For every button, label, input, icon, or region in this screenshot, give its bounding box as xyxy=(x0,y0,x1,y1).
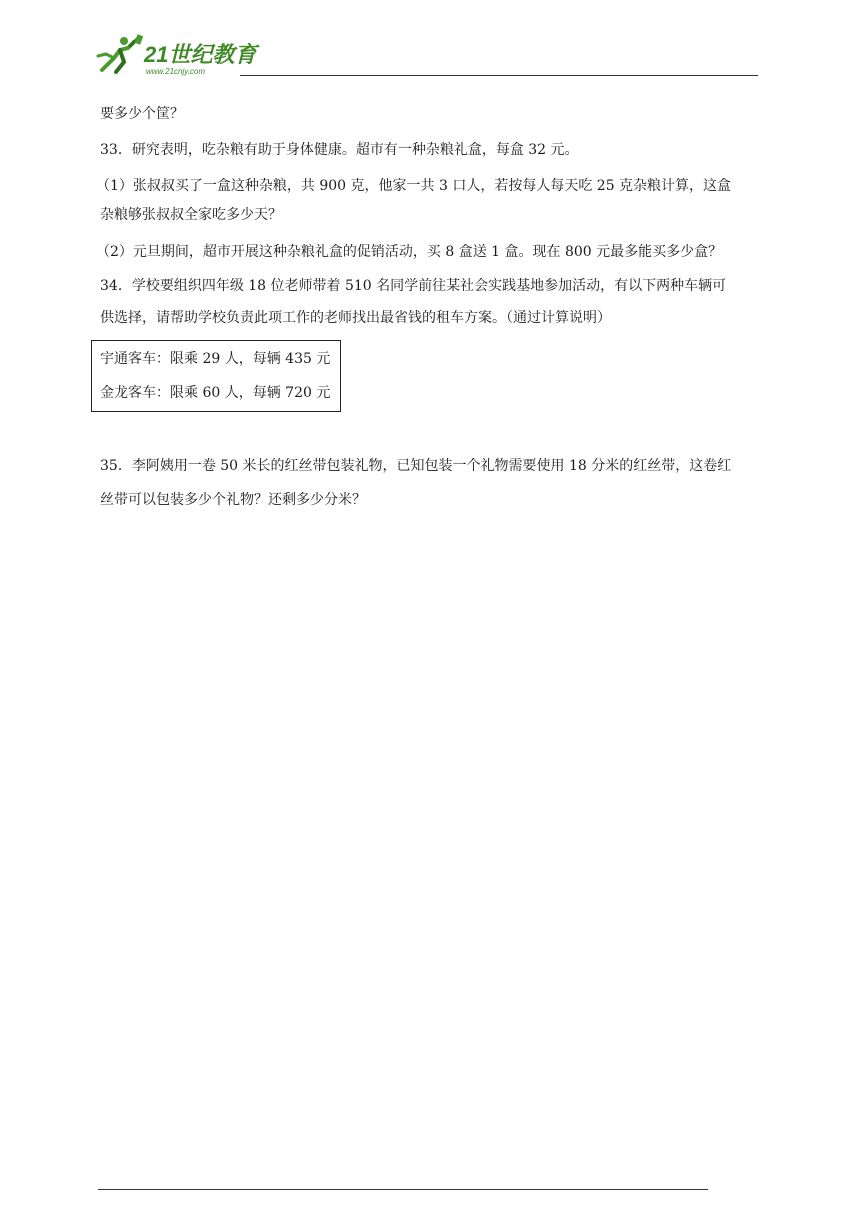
question-34-cont: 供选择，请帮助学校负责此项工作的老师找出最省钱的租车方案。（通过计算说明） xyxy=(100,310,611,326)
logo-21cnjy xyxy=(94,32,264,76)
vehicle-option-yutong: 宇通客车：限乘 29 人，每辆 435 元 xyxy=(100,351,331,367)
question-33-part-1-cont: 杂粮够张叔叔全家吃多少天？ xyxy=(100,207,282,223)
vehicle-options-box xyxy=(91,340,341,412)
question-33-part-1: （1）张叔叔买了一盒这种杂粮，共 900 克，他家一共 3 口人，若按每人每天吃 25 克杂粮计算，这盒 xyxy=(96,178,732,194)
question-34: 34．学校要组织四年级 18 位老师带着 510 名同学前往某社会实践基地参加活动，有以下两种车辆可 xyxy=(100,278,727,294)
runner-icon xyxy=(98,34,143,72)
header-divider xyxy=(240,75,758,76)
logo-title: 21世纪教育 xyxy=(144,42,257,67)
question-33: 33．研究表明，吃杂粮有助于身体健康。超市有一种杂粮礼盒，每盒 32 元。 xyxy=(100,142,579,158)
question-35: 35．李阿姨用一卷 50 米长的红丝带包装礼物，已知包装一个礼物需要使用 18 分米的红丝带，这卷红 xyxy=(100,458,732,474)
page-header xyxy=(94,30,758,78)
question-35-cont: 丝带可以包装多少个礼物？还剩多少分米？ xyxy=(100,492,366,508)
question-33-part-2: （2）元旦期间，超市开展这种杂粮礼盒的促销活动，买 8 盒送 1 盒。现在 800 元最多能买多少盒？ xyxy=(96,244,723,260)
text-line: 要多少个筐？ xyxy=(100,106,184,122)
vehicle-option-jinlong: 金龙客车：限乘 60 人，每辆 720 元 xyxy=(100,385,331,401)
logo-url: www.21cnjy.com xyxy=(146,67,205,76)
footer-divider xyxy=(98,1189,708,1190)
